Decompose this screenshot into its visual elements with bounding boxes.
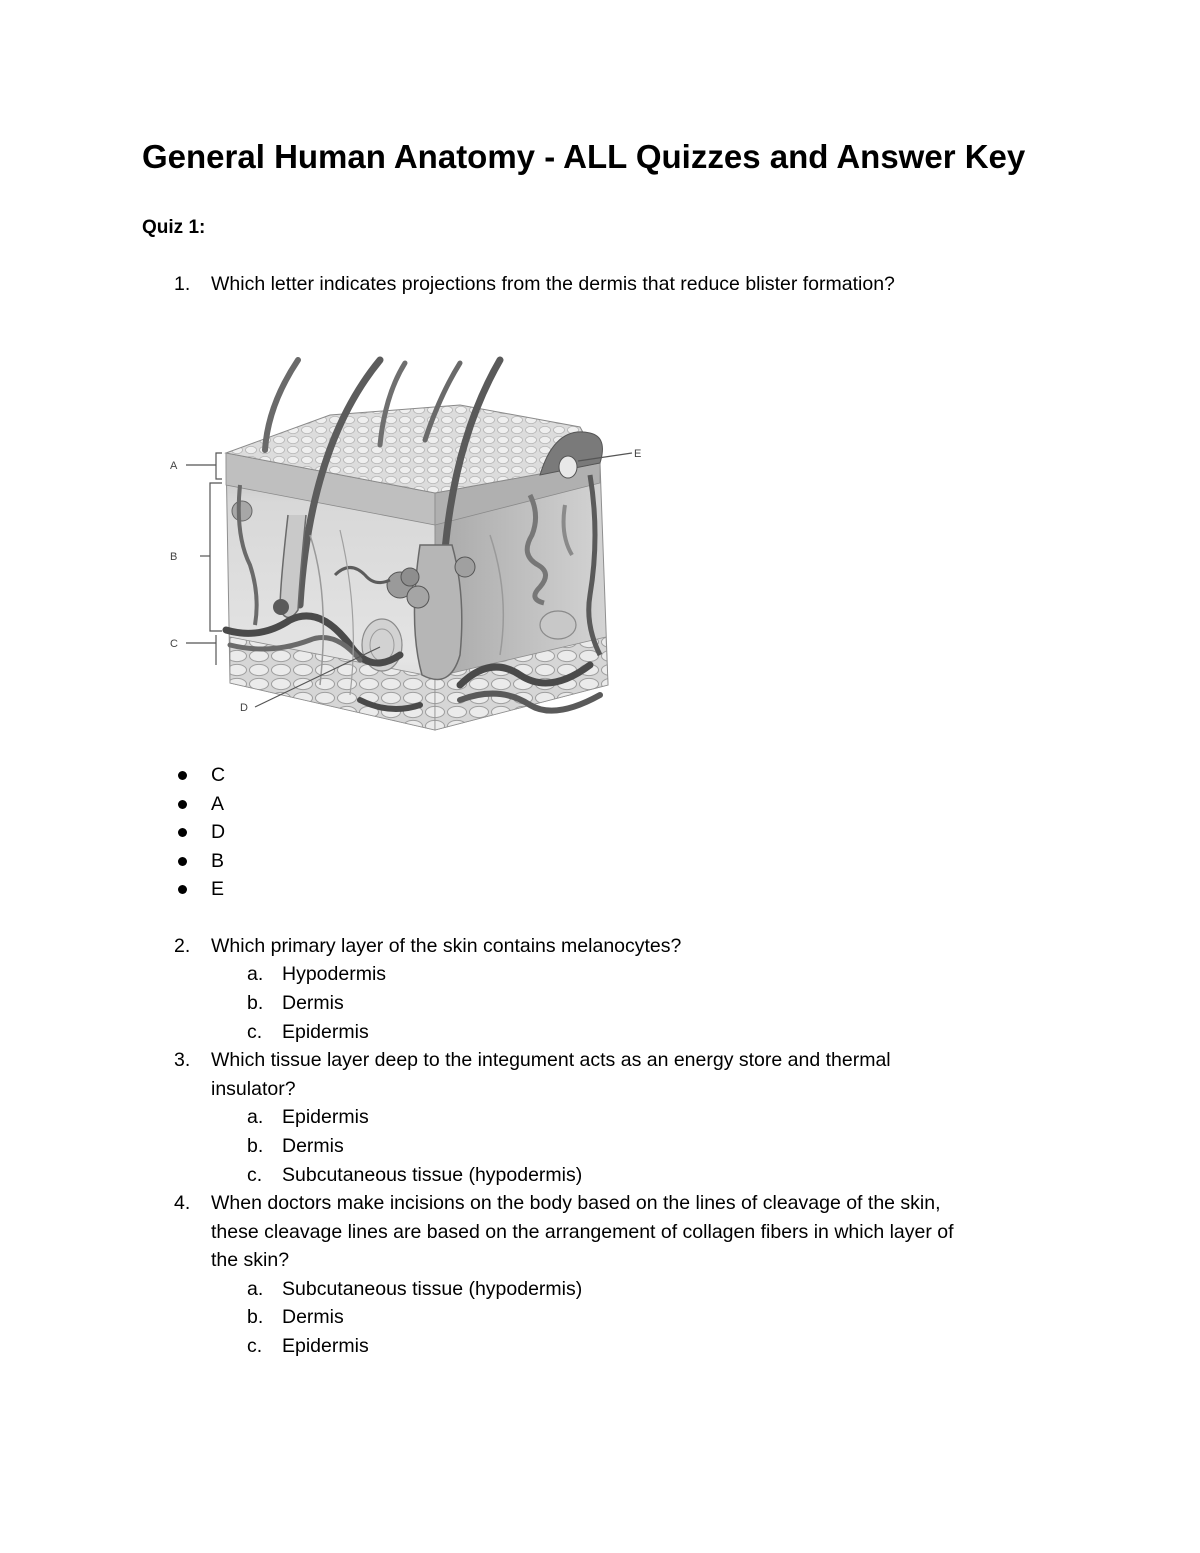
question-text: these cleavage lines are based on the arrangement of collagen fibers in which layer of	[211, 1221, 954, 1243]
option-letter: c.	[247, 1164, 263, 1186]
option-text: A	[211, 793, 225, 815]
diagram-label-b: B	[170, 551, 178, 563]
option-letter: b.	[247, 1135, 264, 1157]
question-number: 1.	[174, 273, 191, 295]
question-text: the skin?	[211, 1249, 290, 1271]
skin-cross-section-diagram	[160, 355, 650, 750]
option-letter: c.	[247, 1021, 263, 1043]
bullet-icon	[178, 828, 187, 837]
quiz-heading: Quiz 1:	[142, 217, 206, 238]
option-text: D	[211, 821, 226, 843]
question-number: 2.	[174, 935, 191, 957]
diagram-label-d: D	[240, 702, 248, 714]
diagram-label-e: E	[634, 448, 642, 460]
diagram-label-c: C	[170, 638, 178, 650]
document-title: General Human Anatomy - ALL Quizzes and Answer Key	[142, 138, 1026, 175]
option-text: C	[211, 764, 226, 786]
question-text: insulator?	[211, 1078, 296, 1100]
option-letter: a.	[247, 963, 264, 985]
skin-diagram-svg	[160, 355, 650, 750]
option-letter: a.	[247, 1106, 264, 1128]
option-text: Epidermis	[282, 1021, 369, 1043]
bullet-icon	[178, 771, 187, 780]
option-text: Epidermis	[282, 1335, 369, 1357]
option-text: B	[211, 850, 225, 872]
question-text: When doctors make incisions on the body based on the lines of cleavage of the skin,	[211, 1192, 941, 1214]
option-letter: c.	[247, 1335, 263, 1357]
question-text: Which letter indicates projections from the dermis that reduce blister formation?	[211, 273, 895, 295]
option-text: Subcutaneous tissue (hypodermis)	[282, 1164, 583, 1186]
option-text: Dermis	[282, 1306, 344, 1328]
option-letter: a.	[247, 1278, 264, 1300]
bullet-icon	[178, 800, 187, 809]
option-text: Dermis	[282, 992, 344, 1014]
question-text: Which tissue layer deep to the integument acts as an energy store and thermal	[211, 1049, 891, 1071]
option-text: Hypodermis	[282, 963, 387, 985]
option-letter: b.	[247, 992, 264, 1014]
bullet-icon	[178, 885, 187, 894]
bullet-icon	[178, 857, 187, 866]
option-text: Epidermis	[282, 1106, 369, 1128]
option-text: Dermis	[282, 1135, 344, 1157]
question-number: 4.	[174, 1192, 191, 1214]
diagram-label-a: A	[170, 460, 178, 472]
option-letter: b.	[247, 1306, 264, 1328]
option-text: E	[211, 878, 225, 900]
option-text: Subcutaneous tissue (hypodermis)	[282, 1278, 583, 1300]
question-text: Which primary layer of the skin contains melanocytes?	[211, 935, 682, 957]
question-number: 3.	[174, 1049, 191, 1071]
